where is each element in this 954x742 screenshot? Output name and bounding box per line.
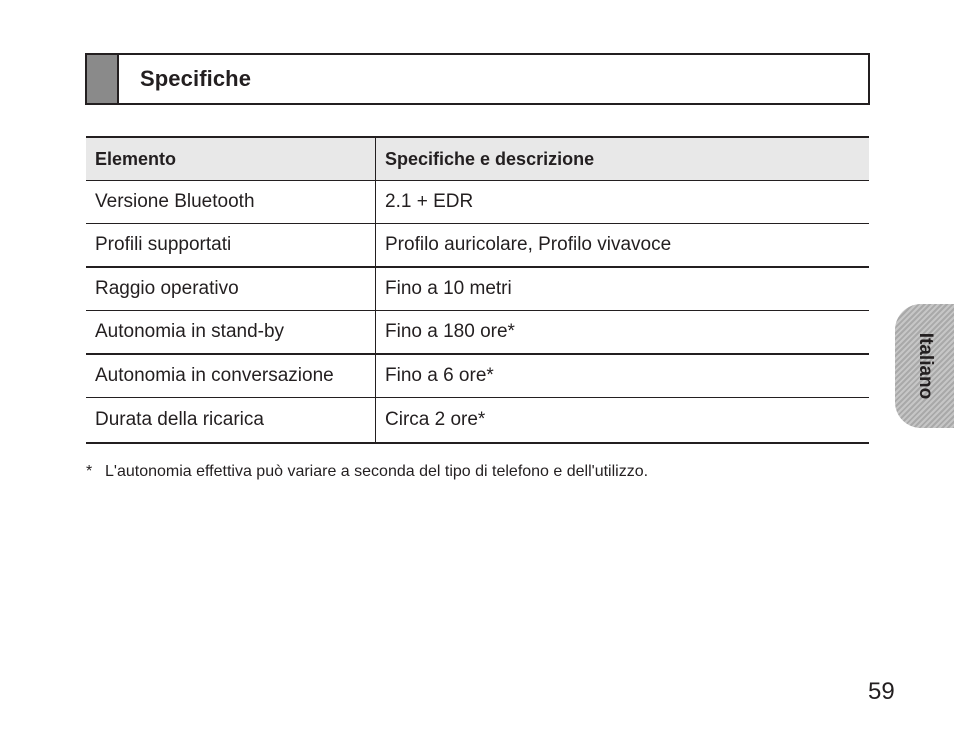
column-header-description: Specifiche e descrizione xyxy=(376,137,870,181)
table-row xyxy=(86,354,869,398)
row-value: 2.1 + EDR xyxy=(376,181,870,224)
row-label: Profili supportati xyxy=(86,224,376,268)
language-tab-label: Italiano xyxy=(914,332,936,400)
row-label: Versione Bluetooth xyxy=(86,181,376,224)
table-header-row xyxy=(86,137,869,181)
row-value: Fino a 180 ore* xyxy=(376,311,870,355)
section-title: Specifiche xyxy=(140,66,252,91)
specifications-table xyxy=(86,136,869,444)
row-label: Durata della ricarica xyxy=(86,398,376,444)
row-label: Autonomia in stand-by xyxy=(86,311,376,355)
table-row xyxy=(86,267,869,311)
table-row xyxy=(86,181,869,224)
table-row xyxy=(86,398,869,444)
table-row xyxy=(86,311,869,355)
row-label: Raggio operativo xyxy=(86,267,376,311)
section-marker xyxy=(87,55,119,103)
footnote xyxy=(86,463,648,481)
row-label: Autonomia in conversazione xyxy=(86,354,376,398)
row-value: Fino a 10 metri xyxy=(376,267,870,311)
row-value: Fino a 6 ore* xyxy=(376,354,870,398)
footnote-text: L'autonomia effettiva può variare a seconda del tipo di telefono e dell'utilizzo. xyxy=(105,463,649,480)
page-number: 59 xyxy=(868,678,895,705)
row-value: Circa 2 ore* xyxy=(376,398,870,444)
column-header-element: Elemento xyxy=(86,137,376,181)
section-header xyxy=(85,53,870,105)
table-row xyxy=(86,224,869,268)
language-tab xyxy=(895,304,954,428)
footnote-marker: * xyxy=(86,463,93,480)
row-value: Profilo auricolare, Profilo vivavoce xyxy=(376,224,870,268)
